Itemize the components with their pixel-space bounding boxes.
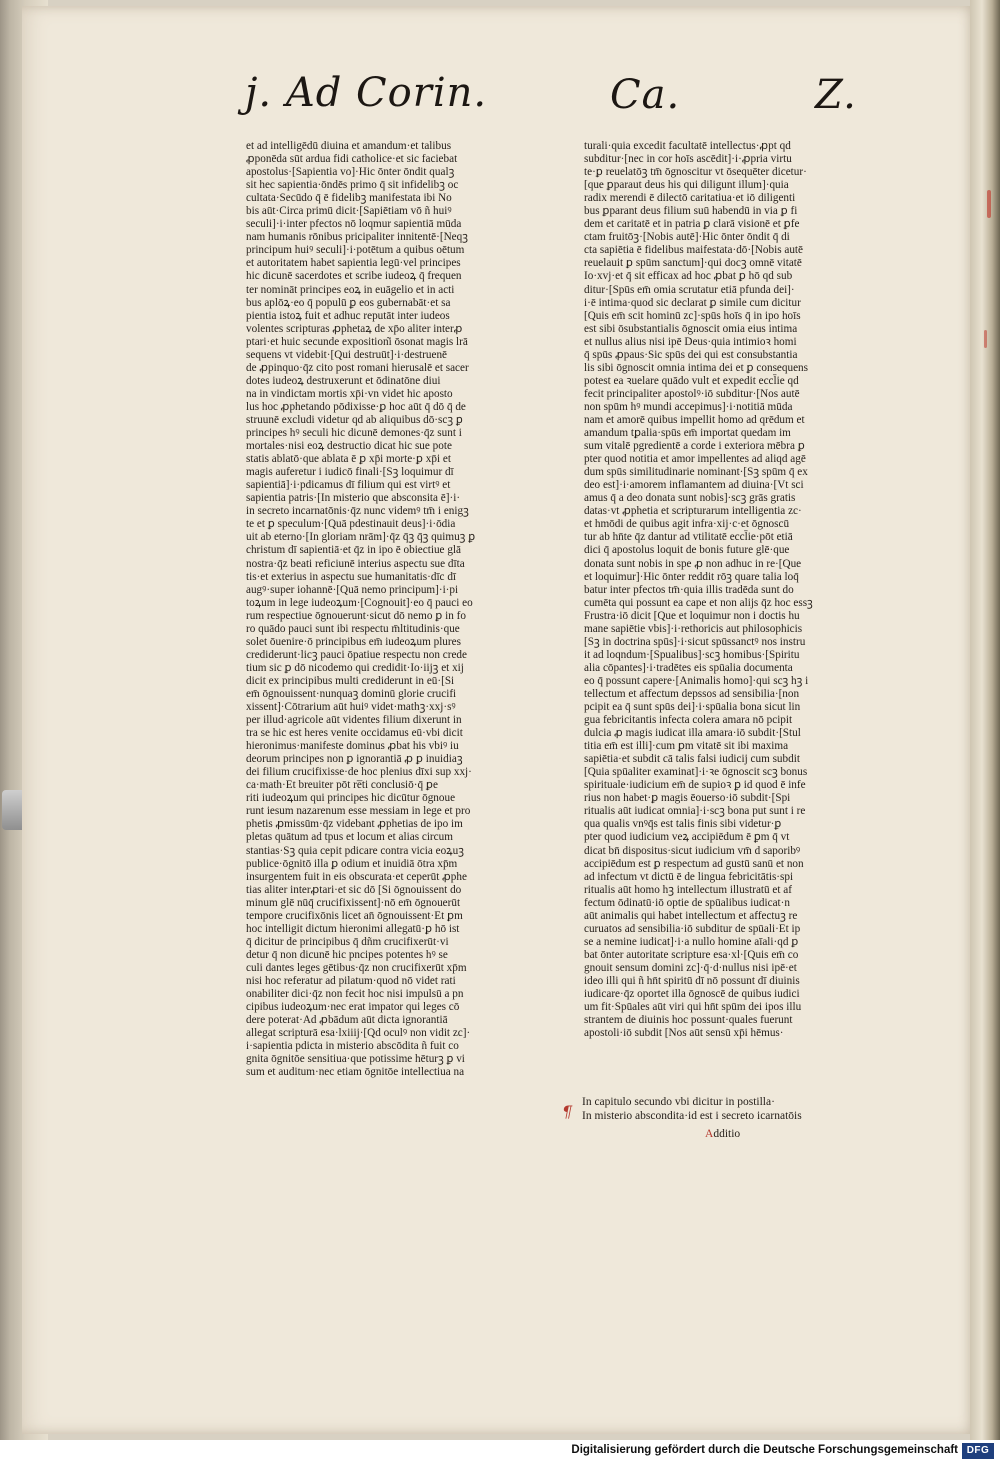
funding-credit: Digitalisierung gefördert durch die Deutsche Forschungsgemeinschaft (571, 1444, 958, 1456)
left-column-line: tium sic ꝑ dō nicodemo qui credidit·Io·iijꝫ et xij (246, 661, 464, 674)
right-column-line: dem et caritatē et in patria ꝑ clarā visionē et ꝑfe (584, 218, 800, 231)
left-column-line: rum respectiue ōgnouerunt·sicut dō nemo ꝑ in fo (246, 609, 466, 622)
right-column-line: et hmōdi de quibus agit infra·xij·c·et ōgnoscū (584, 518, 790, 531)
left-column-line: culi dantes leges gētibus·q̄z non crucifixerūt xp̄m (246, 961, 467, 974)
right-column-line: subditur·[nec in cor hoīs ascēdit]·i·ꝓpria virtu (584, 153, 792, 166)
left-column-line: magis auferetur i iudicō finali·[Sꝫ loquimur dī (246, 466, 454, 479)
right-column-line: deo est]·i·amorem inflamantem ad diuina·[Vt sci (584, 479, 804, 492)
right-column-line: pter quod iudicium veꝝ accipiēdum ē ꝑm q̄ vt (584, 831, 790, 844)
left-column-line: ptari·et huic secunde exposition͂i ōsonat magis lrā (246, 335, 468, 348)
right-column-line: pcipit ea q̄ sunt spūs dei]·i·spūalia bona sicut lin (584, 701, 801, 714)
left-column-line: sum et auditum·nec etiam ōgnitōe intellectiua na (246, 1066, 465, 1079)
right-column-line: alia cōpantes]·i·tradētes eis spūalia documenta (584, 661, 793, 674)
left-column-line: dei filium crucifixisse·de hoc plenius dīxi sup xxj· (246, 766, 472, 779)
right-column-line: dici q̄ apostolus loquit de bonis future glē·que (584, 544, 790, 557)
right-column-line: est sibi ōsubstantialis ōgnoscit omia eius intima (584, 322, 798, 335)
left-column-line: tis·et exterius in aspectu sue humanitatis·dīc dī (246, 570, 457, 583)
right-column-line: batur inter pfectos tm̄·quia illis tradēda sunt do (584, 583, 794, 596)
left-column-line: mortales·nisi eoꝝ destructio dicat hic sue pote (246, 440, 452, 453)
left-column-line: uit ab eterno·[In gloriam nrām]·q̄z q̄ꝫ q̄ꝫ quimuꝫ ꝑ (246, 531, 476, 544)
left-column-line: te et ꝑ speculum·[Quā pdestinauit deus]·i·ōdia (246, 518, 456, 531)
left-column-line: dotes iudeoꝝ destruxerunt et ōdinatōne diui (246, 374, 441, 387)
left-column-line: principum huiꝰ seculi]·i·potētum a quibus oētum (246, 244, 465, 257)
left-column-line: principes hꝰ seculi hic dicunē demones·q̄z sunt i (246, 427, 462, 440)
right-column-line: strantem de diuinis hoc possunt·quales fuerunt (584, 1014, 793, 1027)
catchword (705, 1128, 740, 1140)
footnote-line: In capitulo secundo vbi dicitur in postilla· (582, 1096, 775, 1108)
right-column-line: et nullus alius nisi ipē Deus·quia intimioꝛ homi (584, 335, 797, 348)
right-column-line: gnouit sensum domini zc]·q̄·d·nullus nisi ipē·et (584, 961, 797, 974)
right-column-line: rius non habet·ꝑ magis ēouerso·iō subdit·[Spi (584, 792, 791, 805)
left-column-line: ro quādo pauci sunt ibi respectu m̄ltitudinis·que (246, 622, 460, 635)
right-column-line: ctam fruitōꝫ·[Nobis autē]·Hic ōnter ōndit q̄ di (584, 231, 790, 244)
right-column-line: fectum ōdinatū·iō optie de spūalibus iudicat·n (584, 896, 790, 909)
left-column-line: augꝰ·super iohannē·[Quā nemo principum]·i·pi (246, 583, 459, 596)
right-column-line: tellectum et affectum depssos ad sensibilia·[non (584, 687, 800, 700)
left-column-line: sit hec sapientia·ōndēs primo q̄ sit infidelibꝫ oc (246, 179, 459, 192)
paragraph-marker: ¶ (562, 1102, 573, 1121)
right-column-line: donata sunt nobis in spe ꝓ non adhuc in re·[Que (584, 557, 802, 570)
left-column-line: riti iudeoꝝum qui principes hic dicūtur ōgnoue (246, 792, 456, 805)
left-column-line: publice·ōgnitō illa ꝑ odium et inuidiā ōtra xp̄m (246, 857, 458, 870)
right-column-line: [Sꝫ in doctrina spūs]·i·sicut spūssanctꝰ nos instru (584, 635, 806, 648)
left-column-line: lus hoc ꝓphetando pōdixisse·ꝑ hoc aūt q̄ dō q̄ de (246, 400, 466, 413)
catchword-rest: dditio (713, 1128, 741, 1140)
right-column-line: reuelauit ꝑ spūm sanctum]·qui docꝫ omnē vitatē (584, 257, 802, 270)
left-column-line: christum dī sapientiā·et q̄z in ipo ē obiectiue glā (246, 544, 461, 557)
left-column-line: detur q̄ non dicunē hic pncipes potentes hꝰ se (246, 948, 448, 961)
left-column-line: i·sapientia pdicta in misterio abscōdita ñ fuit co (246, 1040, 459, 1053)
left-column-line: gnita ōgnitōe sensitiua·que potissime hēturꝫ ꝑ vi (246, 1053, 465, 1066)
right-column-line: [Quia spūaliter examinat]·i·ꝛe ōgnoscit scꝫ bonus (584, 766, 808, 779)
right-column-line: eo q̄ possunt capere·[Animalis homo]·qui scꝫ hꝫ i (584, 674, 809, 687)
right-column-line: Io·xvj·et q̄ sit efficax ad hoc ꝓbat ꝑ hō qd sub (584, 270, 793, 283)
left-column-line: apostolus·[Sapientia vo]·Hic ōnter ōndit qualꝫ (246, 166, 455, 179)
left-column-line: sequens vt videbit·[Qui destruūt]·i·destruenē (246, 348, 448, 361)
left-column-line: onabiliter dici·q̄z non fecit hoc nisi impulsū a pn (246, 988, 464, 1001)
running-head-chapter-label: Ca. (610, 72, 681, 118)
right-column-line: apostoli·iō subdit [Nos aūt sensū xp̄i hēmus· (584, 1027, 784, 1040)
right-column-line: amus q̄ a deo donata sunt nobis]·scꝫ grās gratis (584, 492, 796, 505)
left-column-line: sapientiā]·i·pdicamus dī filium qui est virtꝰ et (246, 479, 451, 492)
right-column-line: it ad loqndum·[Spualibus]·scꝫ homibus·[Spiritu (584, 648, 800, 661)
footnote-line: In misterio abscondita·id est i secreto icarnatōis (582, 1109, 802, 1122)
left-column-line: runt iesum nazarenum esse messiam in lege et pro (246, 805, 471, 818)
left-column-line: cipibus iudeoꝝum·nec erat impator qui leges cō (246, 1001, 460, 1014)
right-column-line: nam et amorē quibus impellit homo ad qrēdum et (584, 413, 805, 426)
right-column-line: lis sibi ōgnoscit omnia intima dei et ꝑ consequens (584, 361, 808, 374)
footnote-block (582, 1096, 882, 1123)
right-column-line: dicat bn̄ dispositus·sicut iudicium vm̄ d saporibꝰ (584, 844, 801, 857)
left-column-line: nostra·q̄z beati reficiunē interius aspectu sue dīta (246, 557, 465, 570)
left-column-line: minum glē nūq̄ crucifixissent]·nō em̄ ōgnouerūt (246, 896, 461, 909)
right-column-line: sapiētia·et subdit cā talis falsi iudicij cum subdit (584, 753, 800, 766)
left-column-line: ter nomināt principes eoꝝ in euāgelio et in acti (246, 283, 455, 296)
left-column-line: seculi]·i·inter pfectos nō loqmur sapientiā mūda (246, 218, 462, 231)
left-column-line: volentes scripturas ꝓphetaꝝ de xp̄o aliter interꝓ (246, 322, 463, 335)
right-column-line: aūt animalis qui habet intellectum et affectuꝫ re (584, 909, 798, 922)
right-column-line: bat ōnter autoritate scripture esa·xl·[Quis em̄ co (584, 948, 799, 961)
right-column-line: spirituale·iudicium em̄ de supioꝛ ꝑ id quod ē infe (584, 779, 806, 792)
right-column-line: titia em̄ est illi]·cum ꝑm vitatē sit ibi maxima (584, 740, 789, 753)
left-column-line: tempore crucifixōnis licet an̄ ōgnouissent·Et ꝑm (246, 909, 463, 922)
left-text-column (246, 140, 534, 1130)
right-column-line: q̄ spūs ꝓpaus·Sic spūs dei qui est consubstantia (584, 348, 798, 361)
right-column-line: tur ab hn̄te q̄z dantur ad vtilitatē eccl̄ie·pōt etiā (584, 531, 793, 544)
left-column-line: dicit ex principibus multi crediderunt in eū·[Si (246, 674, 455, 687)
catchword-initial: A (705, 1128, 714, 1140)
left-column-line: crediderunt·licꝫ pauci ōpatiue respectu non crede (246, 648, 467, 661)
left-column-line: allegat scripturā esa·lxiiij·[Qd oculꝰ non vidit zc]· (246, 1027, 471, 1040)
left-column-line: de ꝓpinquo·q̄z cito post romani hierusalē et sacer (246, 361, 469, 374)
left-column-line: ca·math·Et breuiter pōt re̅ti conclusiō·q̄ ꝑe (246, 779, 438, 792)
right-column-line: Frustra·iō dicit [Que et loquimur non i doctis hu (584, 609, 800, 622)
right-column-line: te·ꝑ reuelatōꝫ tm̄ ōgnoscitur vt ōsequēter dicetur· (584, 166, 807, 179)
left-column-line: tra se hic est heres venite occidamus eū·vbi dicit (246, 727, 463, 740)
left-column-line: phetis ꝓmissūm·q̄z videbant ꝓphetias de ipo im (246, 818, 463, 831)
right-column-line: curuatos ad sensibilia·iō subditur de spūali·Et ip (584, 922, 801, 935)
left-column-line: xissent]·Cōtrarium aūt huiꝰ videt·mathꝫ·xxj·sꝰ (246, 701, 456, 714)
right-text-column (584, 140, 872, 1105)
right-column-line: datas·vt ꝓphetia et scripturarum intelligentia zc· (584, 505, 802, 518)
right-column-line: qua qualis vnꝰq̄s est talis finis sibi videtur·ꝑ (584, 818, 782, 831)
left-column-line: stantias·Sꝫ quia cepit pdicare contra vicia eoꝝuꝫ (246, 844, 464, 857)
left-column-line: et autoritatem habet sapientia legū·vel principes (246, 257, 461, 270)
dfg-logo: DFG (962, 1443, 994, 1459)
left-column-line: hieronimus·manifeste dominus ꝓbat his vbiꝰ iu (246, 740, 459, 753)
right-column-line: mane sapiētie vbis]·i·rethoricis aut philosophicis (584, 622, 803, 635)
left-column-line: nisi hoc referatur ad pilatum·quod nō videt rati (246, 975, 456, 987)
right-column-line: ritualis aūt iudicat omnia]·i·scꝫ bona put sunt i re (584, 805, 806, 818)
right-column-line: um fit·Spūales aūt viri qui hn̄t spūm dei ipos illu (584, 1001, 802, 1014)
right-column-line: fecit principaliter apostolꝰ·iō subditur·[Nos autē (584, 387, 800, 400)
right-column-line: et loquimur]·Hic ōnter reddit rōꝫ quare talia loq̄ (584, 570, 799, 583)
viewer-footer (0, 1440, 1000, 1462)
left-column-line: tias aliter interꝓtari·et sic dō [Si ōgnouissent do (246, 883, 462, 896)
left-column-line: q̄ dicitur de principibus q̄ dñm crucifixerūt·vi (246, 935, 449, 948)
left-column-line: statis ablatō·que ablata ē ꝑ xp̄i morte·ꝑ xp̄i et (246, 453, 451, 466)
right-column-line: pter quod notitia et amor impellentes ad aliqd agē (584, 453, 806, 466)
right-column-line: cumēta qui possunt ea cape et non alijs q̄z hoc essꝫ (584, 596, 813, 609)
right-column-line: amandum tꝑalia·spūs em̄ importat quedam im (584, 427, 791, 440)
right-column-line: ideo illi qui ñ hn̄t spiritū dī nō possunt dī diuinis (584, 975, 800, 987)
red-mark (987, 190, 991, 218)
right-column-line: [que ꝑparaut deus his qui diligunt illum]·quia (584, 179, 789, 192)
running-head-left: j. Ad Corin. (245, 70, 488, 116)
left-column-line: bus aplōꝝ·eo q̄ populū ꝑ eos gubernabāt·et sa (246, 296, 451, 309)
right-column-line: accipiēdum est ꝑ respectum ad gustū sanū et non (584, 857, 804, 870)
right-column-line: [Quis em̄ scit hominū zc]·spūs hoīs q̄ in ipo hoīs (584, 309, 801, 322)
left-column-line: ꝓponēda sūt ardua fidi catholice·et sic faciebat (246, 153, 458, 166)
left-column-line: nam humanis rōnibus pricipaliter innitentē·[Neqꝫ (246, 231, 468, 244)
left-column-line: dere poterat·Ad ꝓbādum aūt dicta ignorantiā (246, 1014, 448, 1027)
right-column-line: dum spūs similitudinarie nominant·[Sꝫ spūm q̄ ex (584, 466, 808, 479)
left-column-line: in secreto incarnatōnis·q̄z nunc videmꝰ tm̄ i enigꝫ (246, 505, 469, 518)
left-column-line: hoc intelligit dictum hieronimi allegatū·ꝑ hō ist (246, 922, 460, 935)
right-column-line: cta sapiētia ē fidelibus maifestata·dō·[Nobis autē (584, 244, 804, 257)
left-column-line: pientia istoꝝ fuit et adhuc reputāt inter iudeos (246, 309, 450, 322)
left-column-line: pletas quātum ad tpus et locum et alias circum (246, 831, 453, 844)
left-column-line: cultata·Secūdo q̄ ē fidelibꝫ manifestata ibi No (246, 192, 452, 205)
right-column-line: ritualis aūt homo hꝫ intellectum illustratū et af (584, 883, 792, 896)
running-header (245, 70, 920, 130)
right-column-line: bus ꝑparant deus filium suū habendū in via ꝑ fi (584, 205, 798, 218)
right-column-line: ditur·[Spūs em̄ omia scrutatur etiā pfunda dei]· (584, 283, 795, 296)
left-column-line: toꝝum in lege iudeoꝝum·[Cognouit]·eo q̄ pauci eo (246, 596, 473, 609)
right-column-line: turali·quia excedit facultatē intellectus·ꝓpt qd (584, 140, 791, 152)
right-column-line: se a nemine iudicat]·i·a nullo homine aīali·qd ꝑ (584, 935, 799, 948)
right-column-line: dulcia ꝓ magis iudicat illa amara·iō subdit·[Stul (584, 727, 801, 740)
left-column-line: struunē excludi videtur qd ab aliquibus dō·scꝫ ꝑ (246, 413, 463, 426)
red-mark-2 (984, 330, 987, 348)
right-column-line: i·ē intima·quod sic declarat ꝑ simile cum dicitur (584, 296, 801, 309)
right-column-line: iudicare·q̄z oportet illa ōgnoscē de quibus iudici (584, 988, 800, 1001)
left-column-line: et ad intelligēdū diuina et amandum·et talibus (246, 140, 452, 152)
fore-edge (970, 0, 1000, 1440)
left-column-line: insurgentem fuit in eis obscurata·et ceperūt ꝓphe (246, 870, 467, 883)
right-column-line: potest ea ꝛuelare quādo vult et expedit eccl̄ie qd (584, 374, 799, 387)
right-column-line: sum vitalē pgredientē a corde i exteriora mēbra ꝑ (584, 440, 805, 453)
left-column-line: solet ōuenire·ō principibus em̄ iudeoꝝum plures (246, 635, 461, 648)
left-column-line: em̄ ōgnouissent·nunquaꝫ dominū glorie crucifi (246, 687, 457, 700)
left-column-line: na in vindictam mortis xp̄i·vn videt hic aposto (246, 387, 453, 400)
left-column-line: bis aūt·Circa primū dicit·[Sapiētiam vō ñ huiꝰ (246, 205, 452, 218)
running-head-chapter-number: Z. (815, 72, 857, 118)
right-column-line: radix merendi ē dilectō caritatiua·et iō diligenti (584, 192, 796, 205)
left-column-line: deorum principes non ꝑ ignorantiā ꝓ ꝑ inuidiaꝫ (246, 753, 463, 766)
right-column-line: gua febricitantis infecta colera amara nō pcipit (584, 714, 793, 727)
left-column-line: sapientia patris·[In misterio que absconsita ē]·i· (246, 492, 461, 505)
left-column-line: hic dicunē sacerdotes et scribe iudeoꝝ q̄ frequen (246, 270, 462, 283)
right-column-line: non spūm hꝰ mundi accepimus]·i·notitiā mūda (584, 400, 793, 413)
right-column-line: ad infectum vt dictū ē de lingua febricitātis·spi (584, 870, 794, 883)
left-column-line: per illud·agricole aūt videntes filium dixerunt in (246, 714, 462, 727)
